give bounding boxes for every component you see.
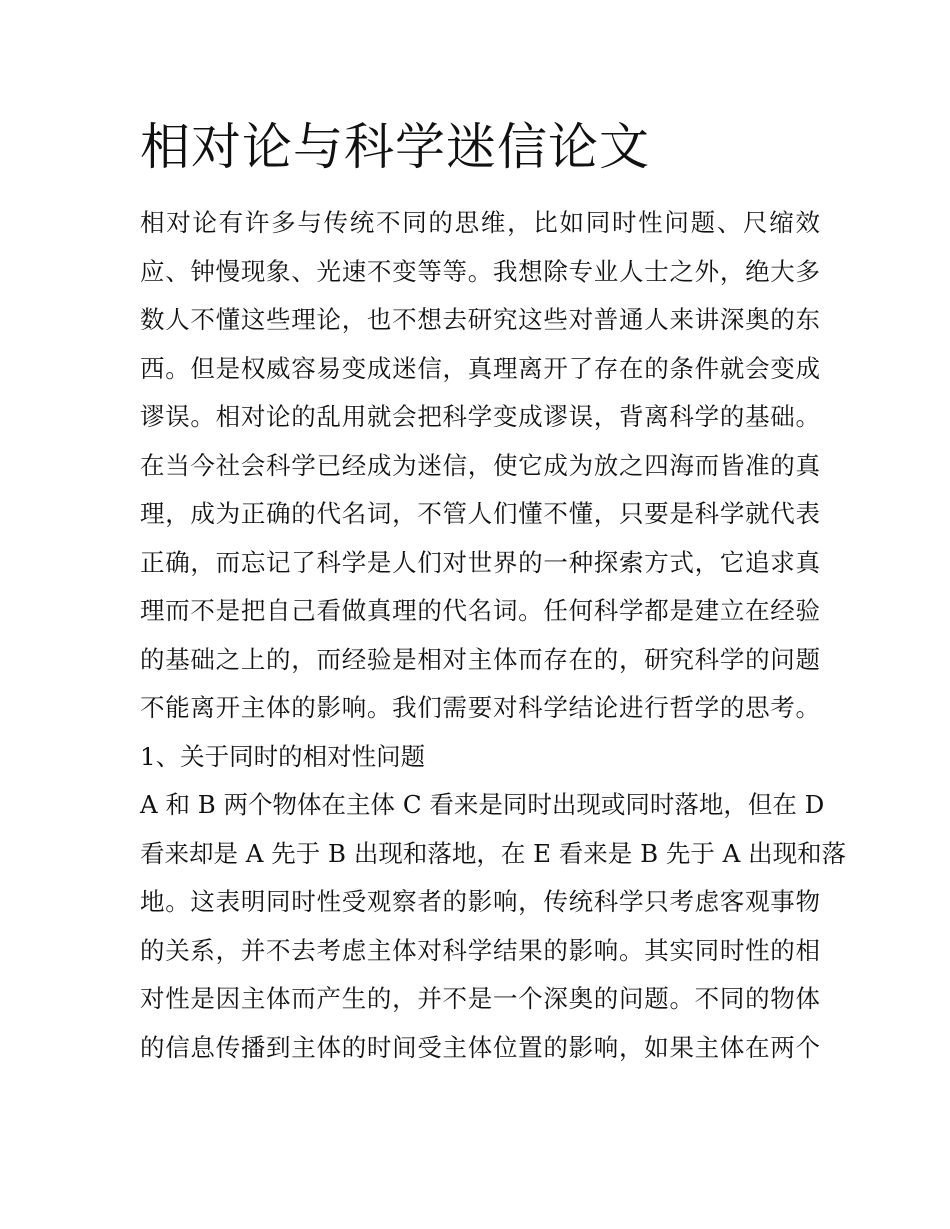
text-line: 正确，而忘记了科学是人们对世界的一种探索方式，它追求真 xyxy=(140,547,820,577)
document-title: 相对论与科学迷信论文 xyxy=(140,118,650,176)
text-line: 西。但是权威容易变成迷信，真理离开了存在的条件就会变成 xyxy=(140,353,820,383)
text-line: 地。这表明同时性受观察者的影响，传统科学只考虑客观事物 xyxy=(140,887,820,916)
document-body xyxy=(140,199,847,1072)
text-line: 应、钟慢现象、光速不变等等。我想除专业人士之外，绝大多 xyxy=(140,256,820,286)
text-line: 理，成为正确的代名词，不管人们懂不懂，只要是科学就代表 xyxy=(140,499,820,528)
text-line: 不能离开主体的影响。我们需要对科学结论进行哲学的思考。 xyxy=(140,693,820,722)
text-line: 的关系，并不去考虑主体对科学结果的影响。其实同时性的相 xyxy=(140,935,820,965)
text-line: 在当今社会科学已经成为迷信，使它成为放之四海而皆准的真 xyxy=(140,450,820,480)
text-line: 相对论有许多与传统不同的思维，比如同时性问题、尺缩效 xyxy=(140,208,820,237)
text-line: A 和 B 两个物体在主体 C 看来是同时出现或同时落地，但在 D xyxy=(140,790,825,819)
text-line: 数人不懂这些理论，也不想去研究这些对普通人来讲深奥的东 xyxy=(140,305,820,334)
text-line: 对性是因主体而产生的，并不是一个深奥的问题。不同的物体 xyxy=(140,984,820,1013)
text-line: 看来却是 A 先于 B 出现和落地，在 E 看来是 B 先于 A 出现和落 xyxy=(140,838,847,868)
text-line: 1、关于同时的相对性问题 xyxy=(140,741,426,771)
text-line: 理而不是把自己看做真理的代名词。任何科学都是建立在经验 xyxy=(140,596,820,625)
text-line: 的基础之上的，而经验是相对主体而存在的，研究科学的问题 xyxy=(140,644,820,674)
text-line: 的信息传播到主体的时间受主体位置的影响，如果主体在两个 xyxy=(140,1032,820,1062)
text-line: 谬误。相对论的乱用就会把科学变成谬误，背离科学的基础。 xyxy=(140,402,820,431)
